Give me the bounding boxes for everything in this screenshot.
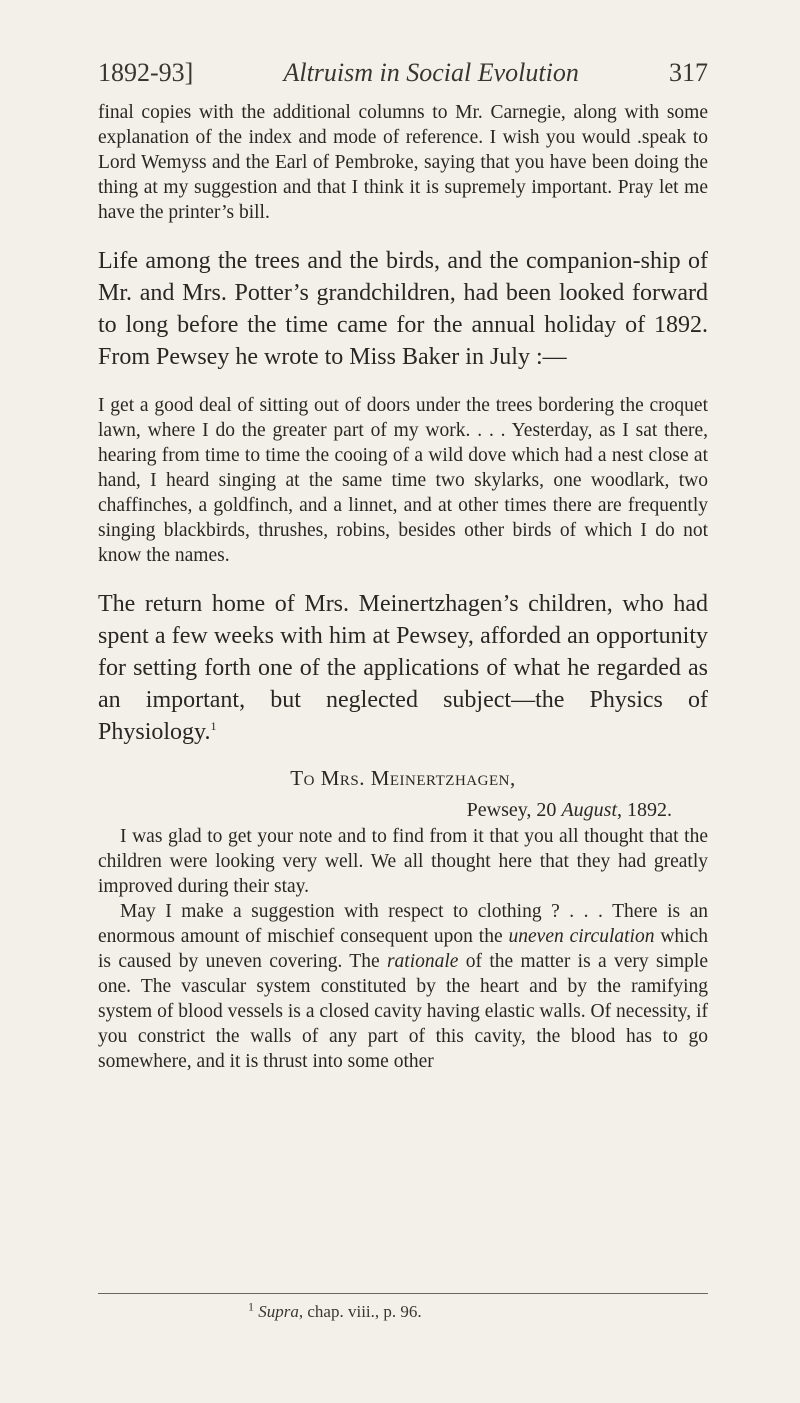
- letter-paragraph-2: [98, 899, 708, 1074]
- running-head: [98, 58, 708, 88]
- letter-paragraph-1: I was glad to get your note and to find from it that you all thought that the children were looking very well. We all thought here that they had greatly improved during their stay.: [98, 826, 708, 897]
- footnote-text: , chap. viii., p. 96.: [298, 1302, 422, 1321]
- dateline-place: Pewsey, 20: [466, 799, 557, 821]
- footnote: [248, 1299, 422, 1322]
- footnote-number: 1: [248, 1299, 254, 1314]
- letter-heading: To Mrs. Meinertzhagen,: [290, 766, 516, 790]
- paragraph-narrative-1: Life among the trees and the birds, and the companion-ship of Mr. and Mrs. Potter’s grandchildren, had been looked forward to long before the time came for the annual holiday of 1892. From Pewsey he wrote to Miss Baker in July :—: [98, 248, 708, 370]
- narrative-2-text: The return home of Mrs. Meinertzhagen’s children, who had spent a few weeks with him at Pewsey, afforded an opportunity for setting forth one of the applications of what he regarded as an important, but neglected subject—the Physics of Physiology.: [98, 591, 708, 745]
- letter-p2-em1: uneven circulation: [508, 926, 655, 947]
- book-page: [98, 58, 708, 1074]
- paragraph-narrative-2: [98, 588, 708, 748]
- dateline-year: , 1892.: [617, 799, 672, 821]
- running-head-years: 1892-93]: [98, 58, 194, 87]
- dateline-month: August: [561, 799, 617, 821]
- page-number: 317: [668, 58, 708, 87]
- letter-p2-b: which is caused by uneven covering. The: [98, 926, 709, 972]
- footnote-ref: Supra: [258, 1302, 299, 1321]
- paragraph-quoted-letter: I get a good deal of sitting out of doors under the trees bordering the croquet lawn, where I do the greater part of my work. . . . Yesterday, as I sat there, hearing from time to time the cooing of a wild dove which had a nest close at hand, I heard singing at the same time two skylarks, one woodlark, two chaffinches, a goldfinch, and a linnet, and at other times there are frequently singing blackbirds, thrushes, robins, besides other birds of which I do not know the names.: [98, 395, 708, 566]
- letter-p2-a: May I make a suggestion with respect to clothing ? . . . There is an enormous amount of mischief consequent upon the: [98, 901, 708, 947]
- footnote-marker: 1: [210, 719, 217, 733]
- running-head-title: Altruism in Social Evolution: [283, 58, 579, 87]
- paragraph-letter-continuation: final copies with the additional columns to Mr. Carnegie, along with some explanation of the index and mode of reference. I wish you would .speak to Lord Wemyss and the Earl of Pembroke, saying that you have been doing the thing at my suggestion and that I think it is supremely important. Pray let me have the printer’s bill.: [98, 102, 708, 223]
- letter-p2-em2: rationale: [386, 951, 459, 972]
- letter-dateline: [98, 799, 672, 822]
- footnote-divider: [98, 1293, 708, 1294]
- letter-p2-c: of the matter is a very simple one. The vascular system constituted by the heart and by the ramifying system of blood vessels is a closed cavity having elastic walls. Of necessity, if you constrict the walls of any part of this cavity, the blood has to go somewhere, and it is thrust into some other: [98, 951, 708, 1072]
